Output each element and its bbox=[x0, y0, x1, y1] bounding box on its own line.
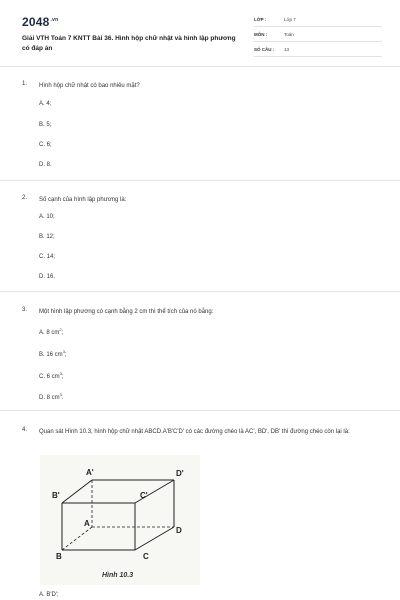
vertex-label-b: B bbox=[56, 552, 62, 561]
option-c[interactable]: C. 6; bbox=[39, 142, 52, 148]
logo-text: 2048 bbox=[22, 15, 50, 29]
question-stem: Quan sát Hình 10.3, hình hộp chữ nhật ABCD.A'B'C'D' có các đường chéo là AC', BD', DB' thì đường chéo còn lại là: bbox=[39, 429, 350, 435]
option-punct: ; bbox=[61, 374, 64, 380]
option-text: A. 8 cm bbox=[39, 330, 60, 336]
document-header bbox=[0, 0, 400, 62]
divider bbox=[0, 410, 400, 411]
option-b[interactable]: B. 12; bbox=[39, 234, 55, 240]
vertex-label-a-prime: A' bbox=[86, 468, 94, 477]
option-c[interactable]: C. 14; bbox=[39, 254, 56, 260]
meta-row-grade bbox=[254, 14, 382, 27]
divider bbox=[0, 180, 400, 181]
option-d[interactable] bbox=[39, 392, 64, 401]
option-d[interactable]: D. 8. bbox=[39, 162, 52, 168]
option-d[interactable]: D. 16. bbox=[39, 274, 56, 280]
divider bbox=[0, 291, 400, 292]
meta-row-subject bbox=[254, 29, 382, 42]
option-exponent: 3 bbox=[59, 392, 62, 397]
vertex-label-b-prime: B' bbox=[52, 491, 60, 500]
option-a[interactable]: A. B'D'; bbox=[39, 592, 59, 598]
meta-value: 13 bbox=[284, 47, 290, 52]
question-number: 4. bbox=[22, 427, 28, 433]
option-text: D. 8 cm bbox=[39, 395, 60, 401]
option-a[interactable]: A. 10; bbox=[39, 214, 55, 220]
site-logo[interactable] bbox=[22, 15, 58, 29]
vertex-label-c-prime: C' bbox=[140, 491, 148, 500]
option-b[interactable]: B. 5; bbox=[39, 122, 52, 128]
meta-label: LỚP : bbox=[254, 17, 267, 22]
question-stem: Hình hộp chữ nhật có bao nhiêu mặt? bbox=[39, 83, 140, 89]
question-number: 1. bbox=[22, 81, 28, 87]
page-title: Giải VTH Toán 7 KNTT Bài 36. Hình hộp chữ nhật và hình lập phương có đáp án bbox=[22, 35, 236, 52]
vertex-label-d-prime: D' bbox=[176, 469, 184, 478]
vertex-label-c: C bbox=[143, 552, 149, 561]
option-exponent: 3 bbox=[62, 349, 65, 354]
option-punct: ; bbox=[64, 352, 67, 358]
meta-value: Lớp 7 bbox=[284, 17, 296, 22]
figure-caption: Hình 10.3 bbox=[102, 572, 134, 579]
option-c[interactable] bbox=[39, 371, 64, 380]
option-a[interactable]: A. 4; bbox=[39, 101, 52, 107]
option-punct: ; bbox=[61, 330, 64, 336]
divider bbox=[0, 66, 400, 67]
meta-label: SỐ CÂU : bbox=[254, 47, 275, 52]
question-number: 3. bbox=[22, 307, 28, 313]
logo-suffix: .vn bbox=[50, 17, 59, 23]
cuboid-diagram bbox=[40, 455, 200, 585]
question-stem: Một hình lập phương có cạnh bằng 2 cm thì thể tích của nó bằng: bbox=[39, 309, 214, 315]
box-figure bbox=[40, 455, 200, 585]
option-exponent: 3 bbox=[59, 371, 62, 376]
meta-row-count bbox=[254, 44, 382, 57]
question-stem: Số cạnh của hình lập phương là: bbox=[39, 197, 127, 203]
option-text: C. 6 cm bbox=[39, 374, 60, 380]
option-exponent: 2 bbox=[59, 327, 62, 332]
option-punct: . bbox=[61, 395, 64, 401]
option-text: B. 16 cm bbox=[39, 352, 63, 358]
meta-label: MÔN : bbox=[254, 32, 268, 37]
meta-value: Toán bbox=[284, 32, 294, 37]
option-a[interactable] bbox=[39, 327, 63, 336]
option-b[interactable] bbox=[39, 349, 67, 358]
vertex-label-a: A bbox=[84, 519, 90, 528]
vertex-label-d: D bbox=[176, 526, 182, 535]
question-number: 2. bbox=[22, 195, 28, 201]
